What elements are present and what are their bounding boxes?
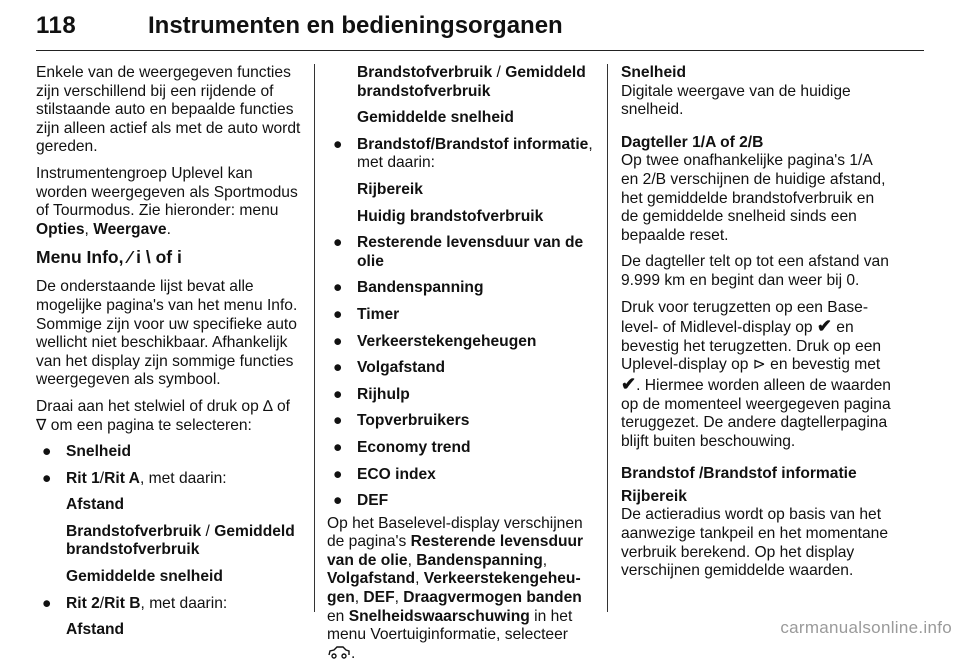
bullet-icon: ● — [333, 135, 343, 153]
baselevel-paragraph: Op het Baselevel-display verschijnen de pagina's Resterende levensduur van de olie, Bandenspanning, Volgafstand, Verkeerstekengeheugen, DEF, Draagvermogen banden en Snelheidswaarschuwing in het menu Voertuiginformatie, selecteer . — [327, 514, 584, 662]
column-divider-2 — [607, 64, 608, 612]
bullet-icon: ● — [333, 412, 343, 430]
intro-paragraph: Enkele van de weergegeven functies zijn verschillend bij een rijdende of stilstaande auto en bepaalde functies zijn alleen actief als met de auto wordt gereden. — [36, 64, 301, 156]
menu-info-heading: Menu Info, ⁄ i \ of i — [36, 247, 182, 268]
reset-paragraph: Druk voor terugzetten op een Baselevel- of Midlevel-display op ✔ en bevestig het terugzetten. Druk op een Uplevel-display op ⊳ en bevestig met ✔. Hiermee worden alleen de waarden op de momenteel weergegeven pagina teruggezet. De andere dagtellerpagina blijft buiten beschouwing. — [621, 298, 891, 450]
sub-item: Huidig brandstofverbruik — [357, 207, 544, 225]
sub-item: Gemiddelde snelheid — [357, 109, 514, 127]
sub-item: Gemiddelde snelheid — [66, 568, 223, 586]
section-heading-brandstof: Brandstof /Brandstof informatie — [621, 465, 857, 483]
rijbereik-paragraph: De actieradius wordt op basis van het aanwezige tankpeil en het momentane verbruik berekend. Op het display verschijnen gemiddelde waarden. — [621, 506, 889, 580]
display-mode-paragraph: Instrumentengroep Uplevel kan worden weergegeven als Sportmodus of Tourmodus. Zie hieronder: menu Opties, Weergave. — [36, 164, 298, 238]
menu-weergave: Weergave — [93, 220, 167, 238]
info-items-list — [327, 234, 595, 511]
bullet-icon: ● — [42, 469, 52, 487]
info-icon: i — [176, 247, 182, 268]
bullet-icon: ● — [42, 443, 52, 461]
list-item: ● Economy trend — [333, 438, 471, 456]
list-item: ● Bandenspanning — [333, 279, 484, 297]
sub-item: Brandstofverbruik / Gemiddeld brandstofverbruik — [66, 522, 295, 559]
section-heading-snelheid: Snelheid — [621, 64, 686, 81]
info-list-paragraph: De onderstaande lijst bevat alle mogelijke pagina's van het menu Info. Sommige zijn voor uw specifieke auto wellicht niet beschikbaar. Afhankelijk van het display zijn sommige functies weergegeven als symbool. — [36, 278, 298, 389]
list-item: ● Brandstof/Brandstof informatie, met daarin: — [333, 135, 593, 172]
list-item: ● Resterende levensduur van de olie — [333, 234, 584, 270]
menu-opties: Opties — [36, 220, 85, 238]
list-item: ● Volgafstand — [333, 359, 446, 377]
bullet-icon: ● — [333, 332, 343, 350]
list-item: ● Timer — [333, 305, 400, 323]
bullet-icon: ● — [333, 279, 343, 297]
column-3 — [621, 64, 891, 589]
info-trip-icon: ⁄ i \ — [128, 247, 151, 268]
check-icon: ✔ — [621, 373, 637, 394]
bullet-icon: ● — [333, 359, 343, 377]
fuel-list — [327, 136, 595, 173]
arrow-down-icon: ∇ — [36, 416, 47, 434]
bullet-icon: ● — [333, 492, 343, 510]
arrow-up-icon: ∆ — [263, 397, 273, 415]
bullet-icon: ● — [333, 305, 343, 323]
play-icon: ⊳ — [752, 356, 766, 374]
dagteller-range-paragraph: De dagteller telt op tot een afstand van 9.999 km en begint dan weer bij 0. — [621, 253, 889, 289]
check-icon: ✔ — [816, 316, 832, 337]
page-header — [36, 12, 924, 51]
snelheid-paragraph: Digitale weergave van de huidige snelheid. — [621, 82, 851, 119]
list-item: ● Topverbruikers — [333, 412, 470, 430]
column-2 — [327, 64, 595, 671]
bullet-icon: ● — [333, 438, 343, 456]
bullet-icon: ● — [333, 234, 343, 252]
info-pages-list — [36, 443, 302, 488]
column-1 — [36, 64, 302, 648]
dagteller-paragraph: Op twee onafhankelijke pagina's 1/A en 2/B verschijnen de huidige afstand, het gemiddelde brandstofverbruik en de gemiddelde snelheid sinds een bepaalde reset. — [621, 152, 886, 244]
sub-item: Rijbereik — [357, 180, 423, 198]
sub-item: Afstand — [66, 496, 125, 514]
list-item: ● DEF — [333, 492, 389, 510]
list-item: ● Rijhulp — [333, 385, 410, 403]
list-item: ● Rit 1/Rit A, met daarin: — [42, 469, 227, 487]
list-item: ● Snelheid — [42, 443, 131, 461]
bullet-icon: ● — [42, 594, 52, 612]
list-item: ● ECO index — [333, 465, 436, 483]
watermark: carmanualsonline.info — [780, 618, 952, 637]
page-number: 118 — [36, 12, 77, 39]
list-item: ● Verkeerstekengeheugen — [333, 332, 537, 350]
bullet-icon: ● — [333, 465, 343, 483]
sub-item: Brandstofverbruik / Gemiddeld brandstofverbruik — [357, 64, 586, 100]
section-subheading-rijbereik: Rijbereik — [621, 487, 687, 505]
car-icon — [327, 645, 351, 659]
section-heading-dagteller: Dagteller 1/A of 2/B — [621, 133, 764, 151]
sub-item: Afstand — [66, 621, 125, 639]
selection-paragraph: Draai aan het stelwiel of druk op ∆ of ∇ om een pagina te selecteren: — [36, 397, 290, 434]
column-divider-1 — [314, 64, 315, 612]
page-title: Instrumenten en bedieningsorganen — [148, 12, 563, 39]
bullet-icon: ● — [333, 385, 343, 403]
list-item: ● Rit 2/Rit B, met daarin: — [42, 594, 228, 612]
info-pages-list-2 — [36, 595, 302, 614]
